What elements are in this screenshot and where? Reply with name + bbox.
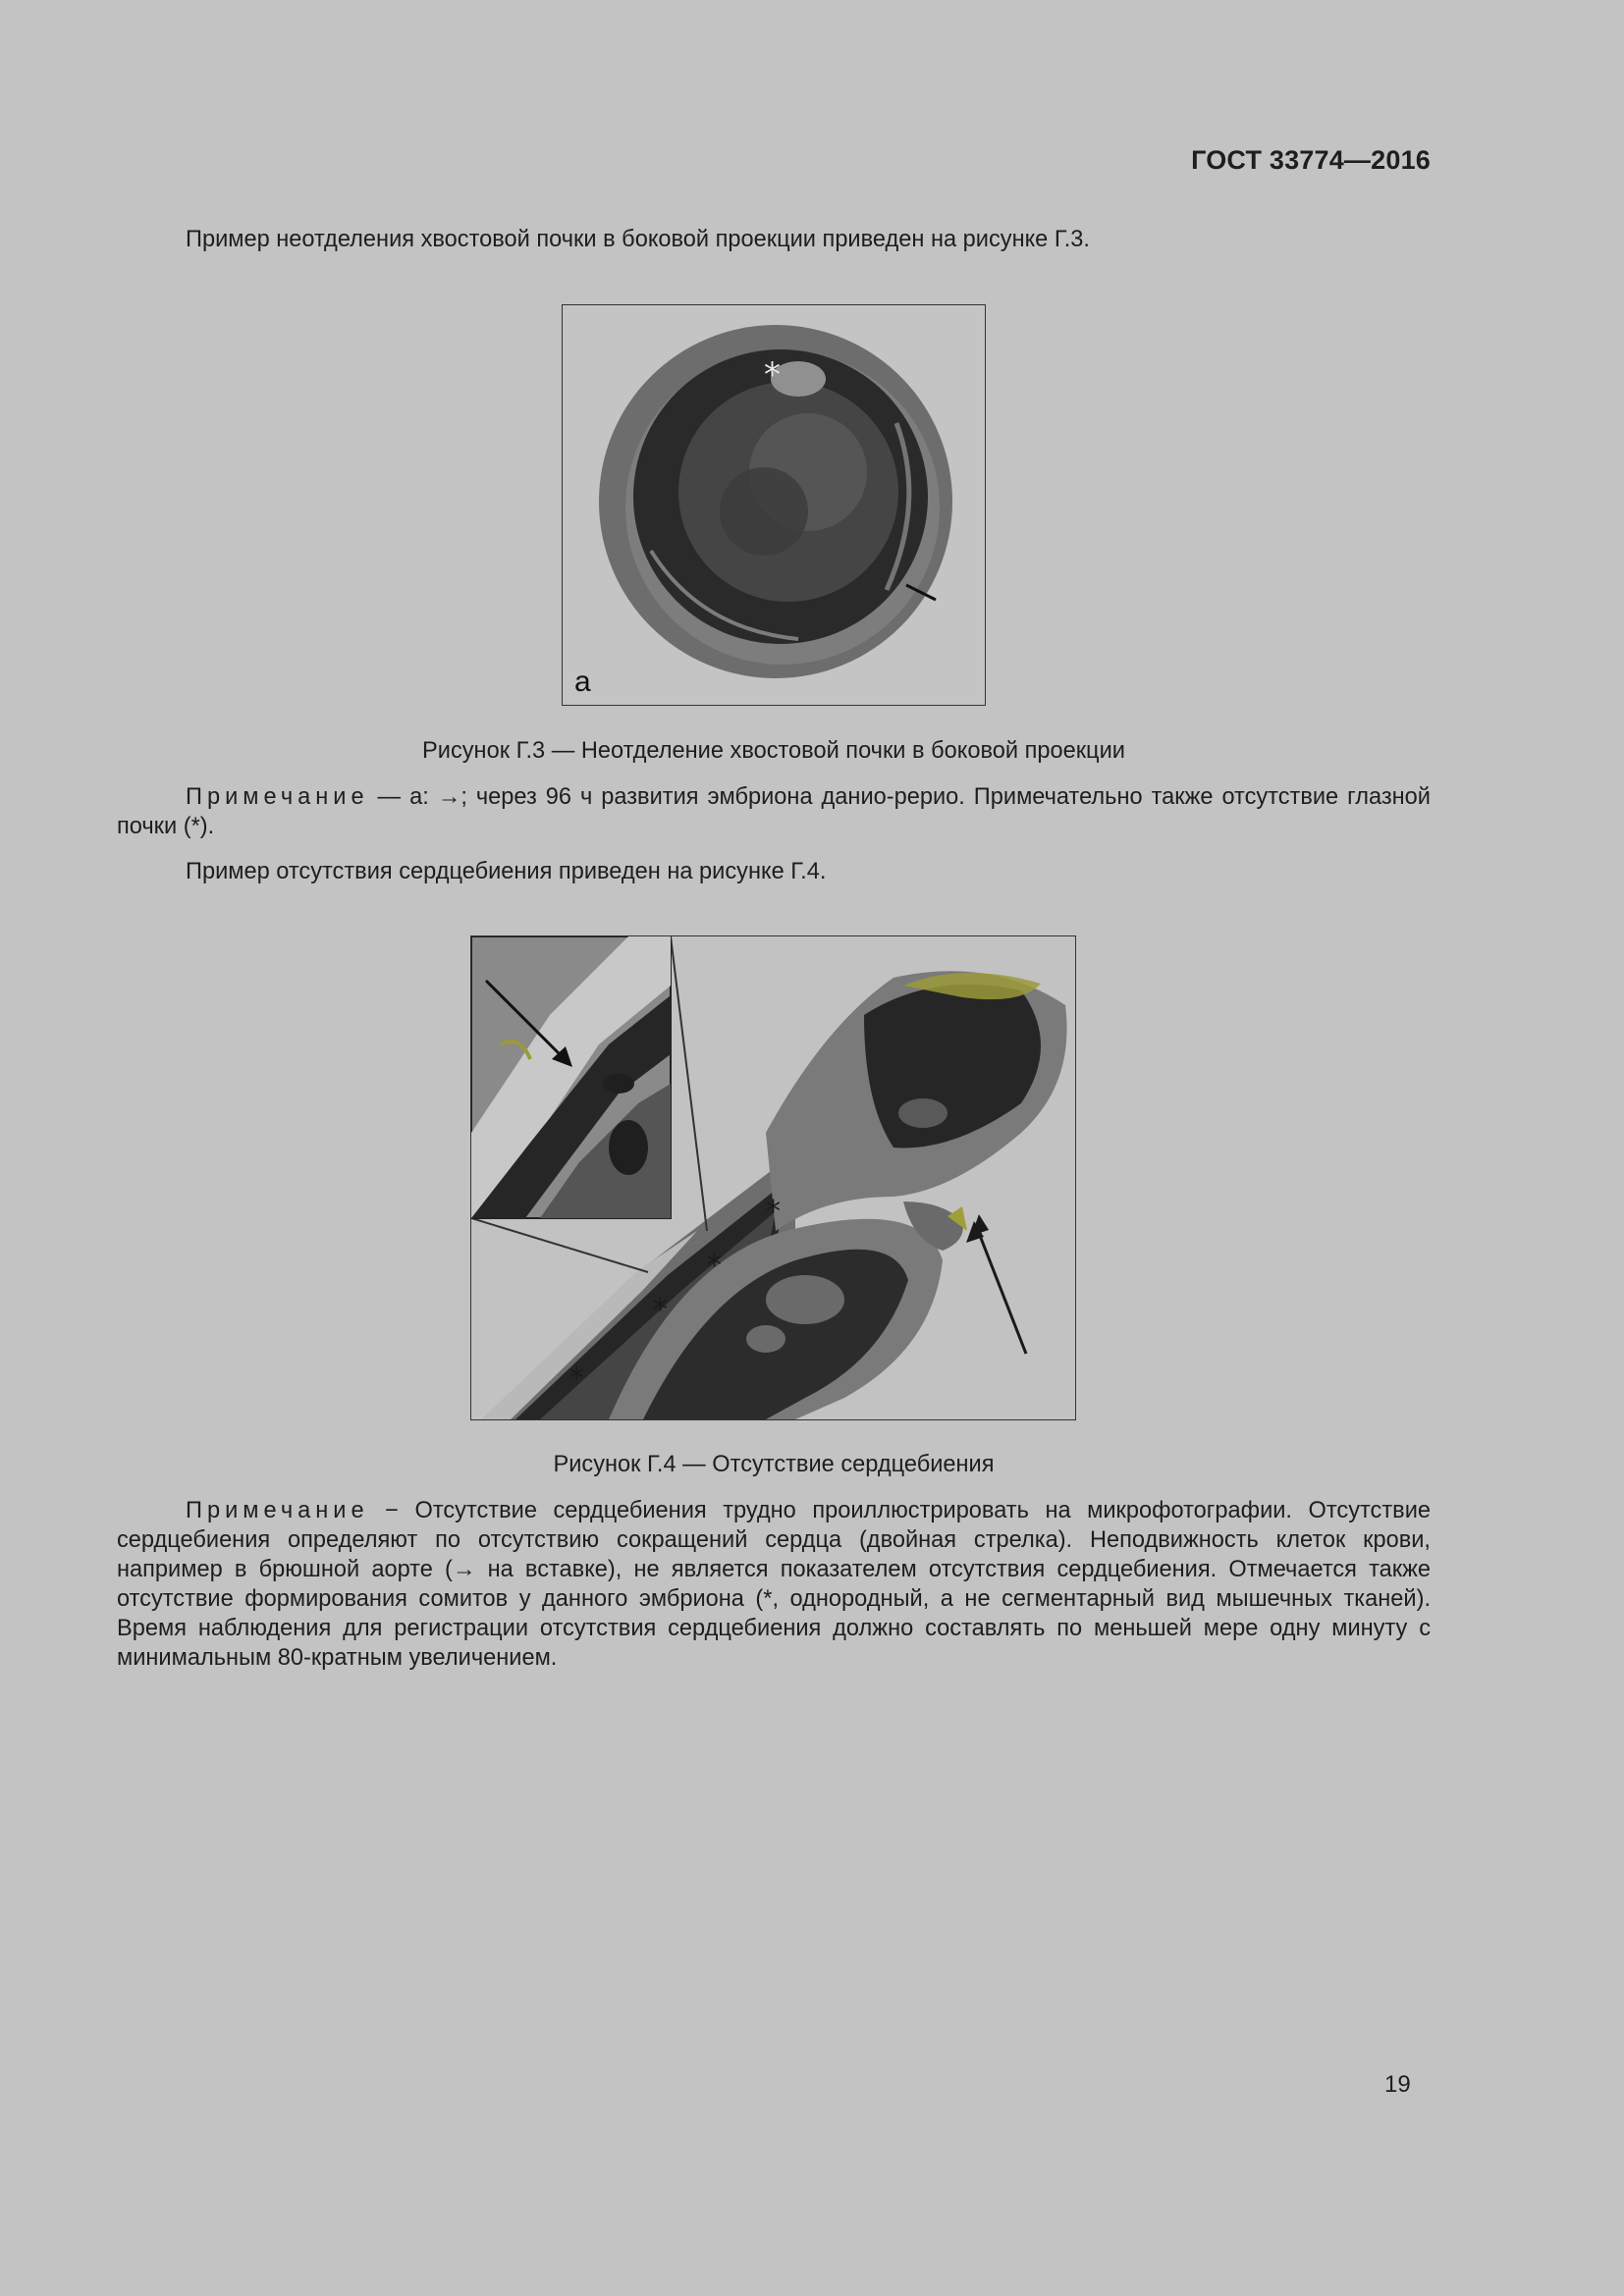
figure-g3-image bbox=[563, 305, 985, 705]
page-number: 19 bbox=[1384, 2071, 1411, 2098]
figure-g4-asterisk: * bbox=[766, 1195, 781, 1229]
figure-g3-panel-label: a bbox=[574, 666, 591, 698]
figure-g3-asterisk: * bbox=[764, 355, 781, 395]
note-g3 bbox=[117, 782, 1431, 841]
figure-g4-asterisk: * bbox=[707, 1249, 722, 1283]
figure-g4-asterisk: * bbox=[653, 1293, 668, 1327]
note-g4-dash: − bbox=[385, 1498, 399, 1523]
figure-g4-asterisk: * bbox=[569, 1362, 584, 1396]
standard-code: ГОСТ 33774—2016 bbox=[1191, 145, 1431, 175]
figure-g3 bbox=[562, 304, 986, 706]
note-g4 bbox=[117, 1496, 1431, 1673]
figure-g4 bbox=[470, 935, 1076, 1420]
intro-figure-g4: Пример отсутствия сердцебиения приведен на рисунке Г.4. bbox=[186, 859, 827, 884]
note-g4-label: Примечание bbox=[186, 1498, 369, 1523]
note-g3-text: a: →; через 96 ч развития эмбриона данио-рерио. Примечательно также отсутствие глазной почки (*). bbox=[117, 784, 1431, 839]
note-g4-text: Отсутствие сердцебиения трудно проиллюстрировать на микрофотографии. Отсутствие сердцебиения определяют по отсутствию сокращений сердца (двойная стрелка). Неподвижность клеток крови, например в брюшной аорте (→ на вставке), не является показателем отсутствия сердцебиения. Отмечается также отсутствие формирования сомитов у данного эмбриона (*, однородный, а не сегментарный вид мышечных тканей). Время наблюдения для регистрации отсутствия сердцебиения должно составлять по меньшей мере одну минуту с минимальным 80-кратным увеличением. bbox=[117, 1498, 1431, 1671]
figure-g4-inset bbox=[471, 936, 671, 1218]
figure-g4-image bbox=[471, 936, 1075, 1419]
note-g3-dash: — bbox=[377, 784, 402, 810]
note-g3-label: Примечание bbox=[186, 784, 369, 810]
figure-g4-caption: Рисунок Г.4 — Отсутствие сердцебиения bbox=[553, 1452, 995, 1477]
figure-g3-caption: Рисунок Г.3 — Неотделение хвостовой почки в боковой проекции bbox=[422, 738, 1125, 764]
intro-figure-g3: Пример неотделения хвостовой почки в боковой проекции приведен на рисунке Г.3. bbox=[186, 227, 1090, 252]
